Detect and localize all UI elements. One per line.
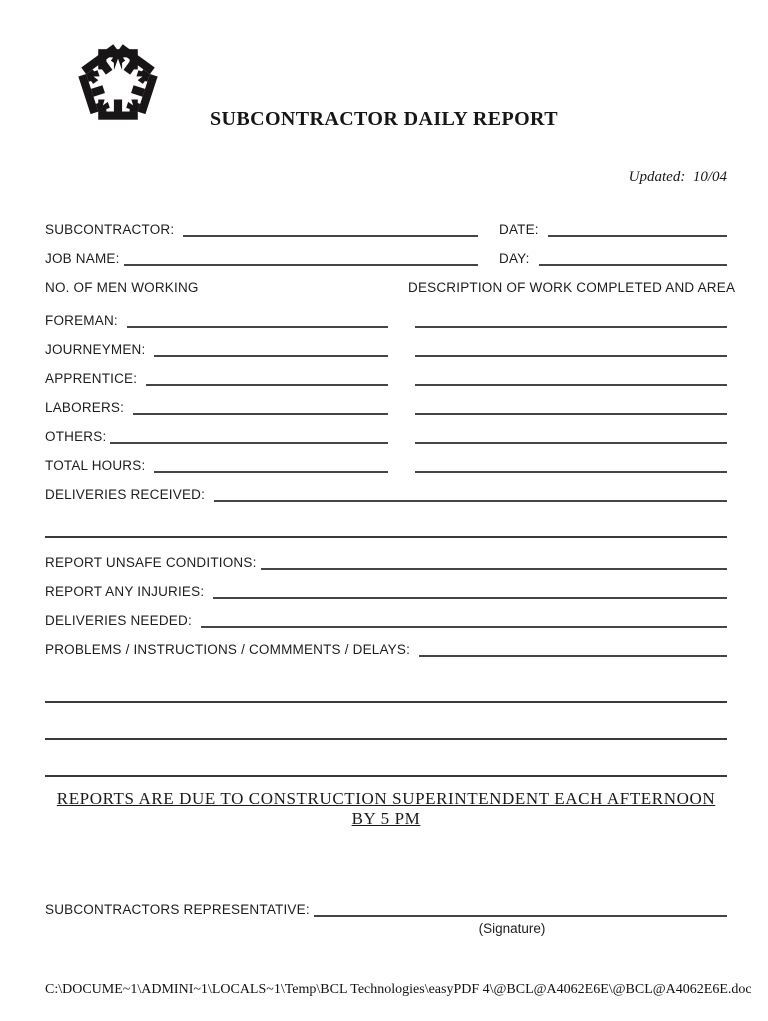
work-description-header: DESCRIPTION OF WORK COMPLETED AND AREA — [408, 280, 736, 295]
jobname-day-row — [45, 237, 727, 266]
journeymen-row — [45, 328, 727, 357]
apprentice-row — [45, 357, 727, 386]
deliveries-received-label: DELIVERIES RECEIVED: — [45, 487, 206, 502]
foreman-count-line[interactable] — [127, 326, 388, 328]
laborers-row — [45, 386, 727, 415]
journeymen-description-line[interactable] — [415, 355, 727, 357]
problems-extra-line-1[interactable] — [45, 701, 727, 703]
problems-extra-line-2[interactable] — [45, 738, 727, 740]
others-label: OTHERS: — [45, 429, 107, 444]
column-headers-row — [45, 266, 736, 295]
page-title: SUBCONTRACTOR DAILY REPORT — [210, 108, 558, 130]
total-hours-description-line[interactable] — [415, 471, 727, 473]
others-count-line[interactable] — [110, 442, 388, 444]
representative-signature-line[interactable] — [314, 915, 727, 917]
representative-signature-row — [45, 897, 727, 917]
report-injuries-label: REPORT ANY INJURIES: — [45, 584, 205, 599]
job-name-input-line[interactable] — [124, 264, 478, 266]
job-name-label: JOB NAME: — [45, 251, 120, 266]
report-injuries-row — [45, 570, 727, 599]
deliveries-received-extra-line[interactable] — [45, 536, 727, 538]
apprentice-description-line[interactable] — [415, 384, 727, 386]
others-description-line[interactable] — [415, 442, 727, 444]
report-injuries-line[interactable] — [213, 597, 727, 599]
problems-row — [45, 628, 727, 657]
total-hours-label: TOTAL HOURS: — [45, 458, 146, 473]
signature-caption: (Signature) — [478, 921, 546, 936]
men-working-header: NO. OF MEN WORKING — [45, 280, 199, 295]
subcontractor-date-row — [45, 208, 727, 237]
document-file-path: C:\DOCUME~1\ADMINI~1\LOCALS~1\Temp\BCL Technologies\easyPDF 4\@BCL@A4062E6E\@BCL@A4062E6E.doc — [45, 982, 752, 997]
problems-line[interactable] — [419, 655, 727, 657]
date-label: DATE: — [499, 222, 539, 237]
deliveries-needed-line[interactable] — [201, 626, 727, 628]
deliveries-needed-row — [45, 599, 727, 628]
journeymen-label: JOURNEYMEN: — [45, 342, 146, 357]
apprentice-label: APPRENTICE: — [45, 371, 138, 386]
others-row — [45, 415, 727, 444]
report-unsafe-row — [45, 541, 727, 570]
laborers-label: LABORERS: — [45, 400, 125, 415]
total-hours-row — [45, 444, 727, 473]
problems-extra-line-3[interactable] — [45, 775, 727, 777]
journeymen-count-line[interactable] — [154, 355, 388, 357]
updated-date: Updated: 10/04 — [628, 169, 727, 185]
foreman-label: FOREMAN: — [45, 313, 118, 328]
foreman-row — [45, 299, 727, 328]
report-unsafe-line[interactable] — [261, 568, 727, 570]
deliveries-received-row — [45, 473, 727, 502]
foreman-description-line[interactable] — [415, 326, 727, 328]
day-label: DAY: — [499, 251, 530, 266]
date-input-line[interactable] — [548, 235, 727, 237]
apprentice-count-line[interactable] — [146, 384, 388, 386]
subcontractor-input-line[interactable] — [183, 235, 478, 237]
total-hours-line[interactable] — [154, 471, 388, 473]
reports-due-notice: REPORTS ARE DUE TO CONSTRUCTION SUPERINTENDENT EACH AFTERNOON BY 5 PM — [56, 789, 716, 828]
representative-label: SUBCONTRACTORS REPRESENTATIVE: — [45, 902, 310, 917]
laborers-description-line[interactable] — [415, 413, 727, 415]
subcontractor-label: SUBCONTRACTOR: — [45, 222, 175, 237]
laborers-count-line[interactable] — [133, 413, 388, 415]
deliveries-needed-label: DELIVERIES NEEDED: — [45, 613, 192, 628]
problems-label: PROBLEMS / INSTRUCTIONS / COMMMENTS / DELAYS: — [45, 642, 411, 657]
deliveries-received-line[interactable] — [214, 500, 727, 502]
day-input-line[interactable] — [539, 264, 727, 266]
report-unsafe-label: REPORT UNSAFE CONDITIONS: — [45, 555, 257, 570]
